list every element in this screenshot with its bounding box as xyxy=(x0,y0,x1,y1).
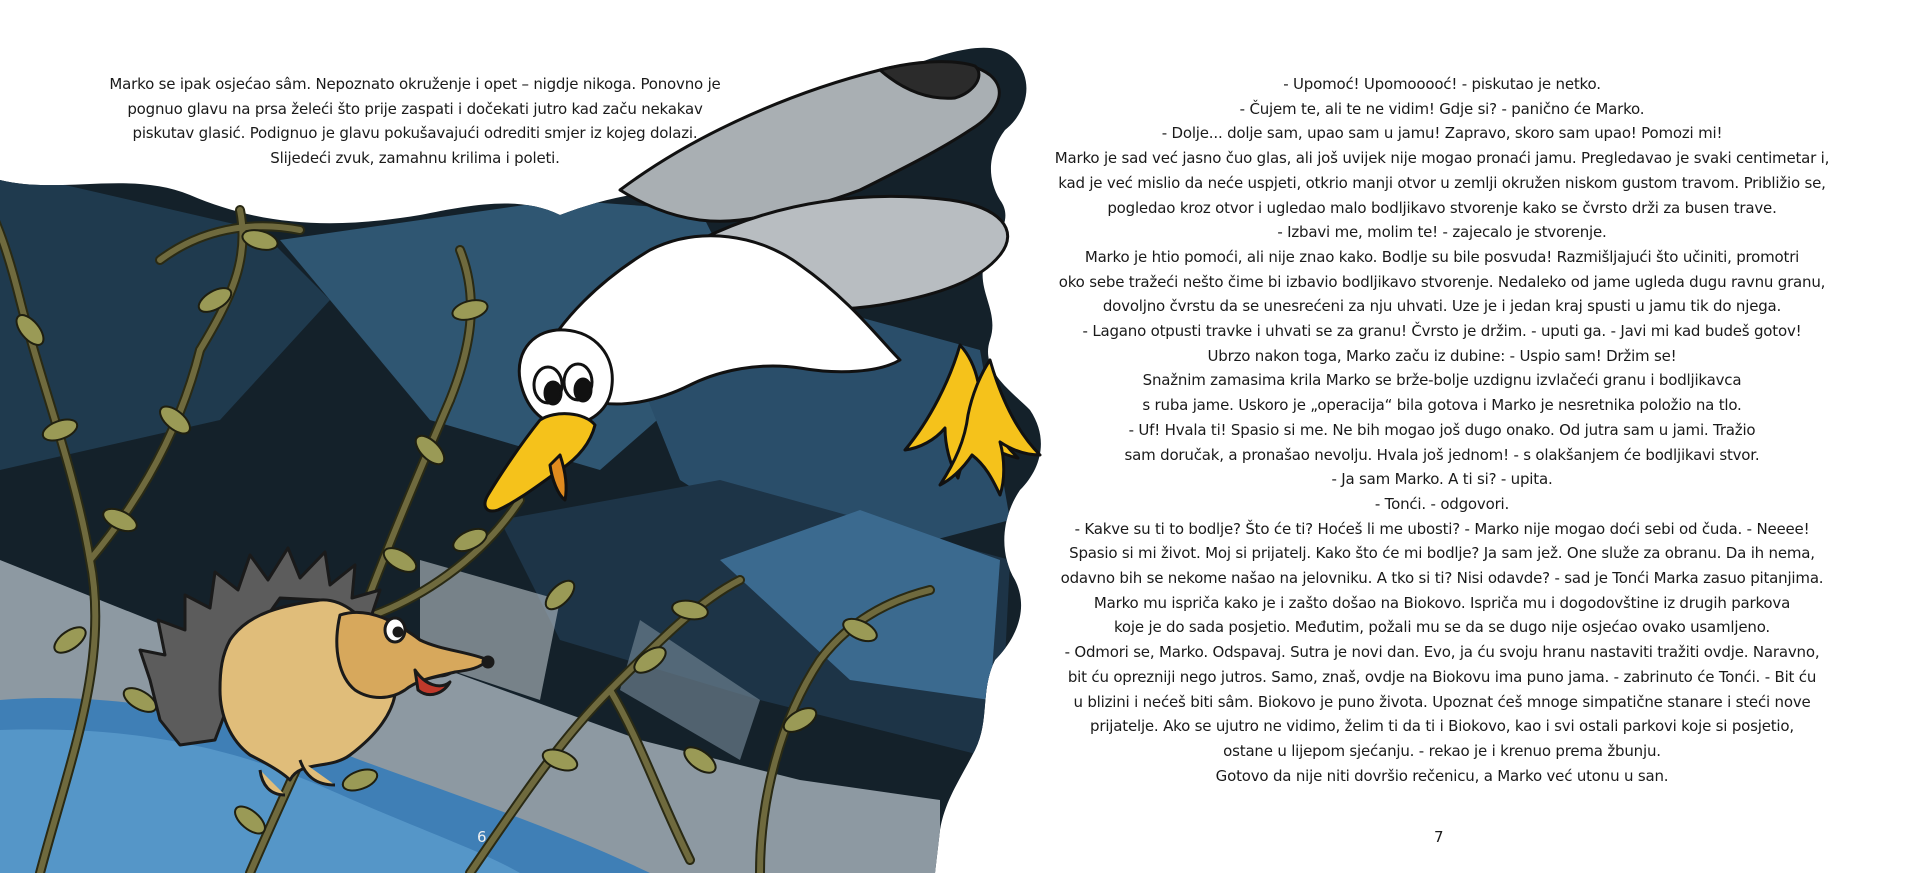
text-line: Marko se ipak osjećao sâm. Nepoznato okruženje i opet – nigdje nikoga. Ponovno je xyxy=(109,75,721,93)
text-line: oko sebe tražeći nešto čime bi izbavio bodljikavo stvorenje. Nedaleko od jame ugleda dugu ravnu granu, xyxy=(1058,272,1826,291)
text-line: sam doručak, a pronašao nevolju. Hvala još jednom! - s olakšanjem će bodljikavi stvor. xyxy=(1124,445,1760,464)
text-line: koje je do sada posjetio. Međutim, požali mu se da se dugo nije osjećao ovako usamljeno. xyxy=(1113,618,1770,637)
text-line: - Ja sam Marko. A ti si? - upita. xyxy=(1331,470,1553,489)
text-line: - Lagano otpusti travke i uhvati se za granu! Čvrsto je držim. - uputi ga. - Javi mi kad budeš gotov! xyxy=(1082,322,1802,341)
text-line: piskutav glasić. Podignuo je glavu pokušavajući odrediti smjer iz kojeg dolazi. xyxy=(132,124,698,143)
hedgehog-pupil xyxy=(394,628,402,636)
page-number-left: 6 xyxy=(477,828,487,846)
hedgehog-nose xyxy=(483,657,493,667)
text-line: pogledao kroz otvor i ugledao malo bodljikavo stvorenje kako se čvrsto drži za busen trave. xyxy=(1107,198,1777,217)
text-line: - Kakve su ti to bodlje? Što će ti? Hoćeš li me ubosti? - Marko nije mogao doći sebi od čuda. - Neeee! xyxy=(1074,519,1810,538)
text-line: Snažnim zamasima krila Marko se brže-bolje uzdignu izvlačeći granu i bodljikavca xyxy=(1142,371,1742,390)
text-line: - Izbavi me, molim te! - zajecalo je stvorenje. xyxy=(1277,223,1607,242)
text-line: bit ću oprezniji nego jutros. Samo, znaš, ovdje na Biokovu ima puno jama. - zabrinuto će Tonći. - Bit ću xyxy=(1067,667,1817,686)
text-line: - Uf! Hvala ti! Spasio si me. Ne bih mogao još dugo onako. Od jutra sam u jami. Tražio xyxy=(1128,420,1756,439)
text-line: ostane u lijepom sjećanju. - rekao je i krenuo prema žbunju. xyxy=(1223,741,1661,760)
text-line: s ruba jame. Uskoro je „operacija“ bila gotova i Marko je nesretnika položio na tlo. xyxy=(1142,396,1742,415)
text-line: odavno bih se nekome našao na jelovniku. A tko si ti? Nisi odavde? - sad je Tonći Marka zasuo pitanjima. xyxy=(1060,569,1824,588)
text-line: Marko je htio pomoći, ali nije znao kako. Bodlje su bile posvuda! Razmišljajući što učiniti, promotri xyxy=(1084,247,1800,266)
page-number-right: 7 xyxy=(1434,828,1444,846)
text-line: - Dolje... dolje sam, upao sam u jamu! Zapravo, skoro sam upao! Pomozi mi! xyxy=(1161,124,1723,143)
text-line: Slijedeći zvuk, zamahnu krilima i poleti. xyxy=(270,149,560,168)
right-page-story-text xyxy=(1042,72,1842,788)
text-line: dovoljno čvrstu da se unesrećeni za nju uhvati. Uze je i jedan kraj spusti u jamu tik do njega. xyxy=(1102,297,1782,316)
text-line: - Tonći. - odgovori. xyxy=(1374,494,1510,513)
text-line: u blizini i nećeš biti sâm. Biokovo je puno života. Upoznat ćeš mnoge simpatične stanare i steći nove xyxy=(1073,692,1811,711)
text-line: pognuo glavu na prsa želeći što prije zaspati i dočekati jutro kad začu nekakav xyxy=(127,99,703,118)
text-line: Marko mu ispriča kako je i zašto došao na Biokovo. Ispriča mu i dogodovštine iz drugih parkova xyxy=(1093,593,1791,612)
text-line: kad je već mislio da neće uspjeti, otkrio manji otvor u zemlji okružen niskom gustom travom. Približio se, xyxy=(1058,173,1826,192)
left-page-paragraph xyxy=(80,72,750,171)
text-line: Spasio si mi život. Moj si prijatelj. Kako što će mi bodlje? Ja sam jež. One služe za obranu. Da ih nema, xyxy=(1069,544,1815,563)
seagull-pupil-right xyxy=(575,379,591,401)
text-line: Gotovo da nije niti dovršio rečenicu, a Marko već utonu u san. xyxy=(1215,766,1669,785)
text-line: prijatelje. Ako se ujutro ne vidimo, želim ti da ti i Biokovo, kao i svi ostali parkovi koje si posjetio, xyxy=(1090,717,1794,736)
text-line: - Čujem te, ali te ne vidim! Gdje si? - panično će Marko. xyxy=(1239,99,1645,118)
text-line: Marko je sad već jasno čuo glas, ali još uvijek nije mogao pronaći jamu. Pregledavao je svaki centimetar i, xyxy=(1054,149,1830,168)
text-line: Ubrzo nakon toga, Marko začu iz dubine: - Uspio sam! Držim se! xyxy=(1207,346,1677,365)
seagull-pupil-left xyxy=(545,382,561,404)
text-line: - Upomoć! Upomooooć! - piskutao je netko. xyxy=(1283,75,1601,93)
text-line: - Odmori se, Marko. Odspavaj. Sutra je novi dan. Evo, ja ću svoju hranu nastaviti tražiti ovdje. Naravno, xyxy=(1064,643,1820,662)
